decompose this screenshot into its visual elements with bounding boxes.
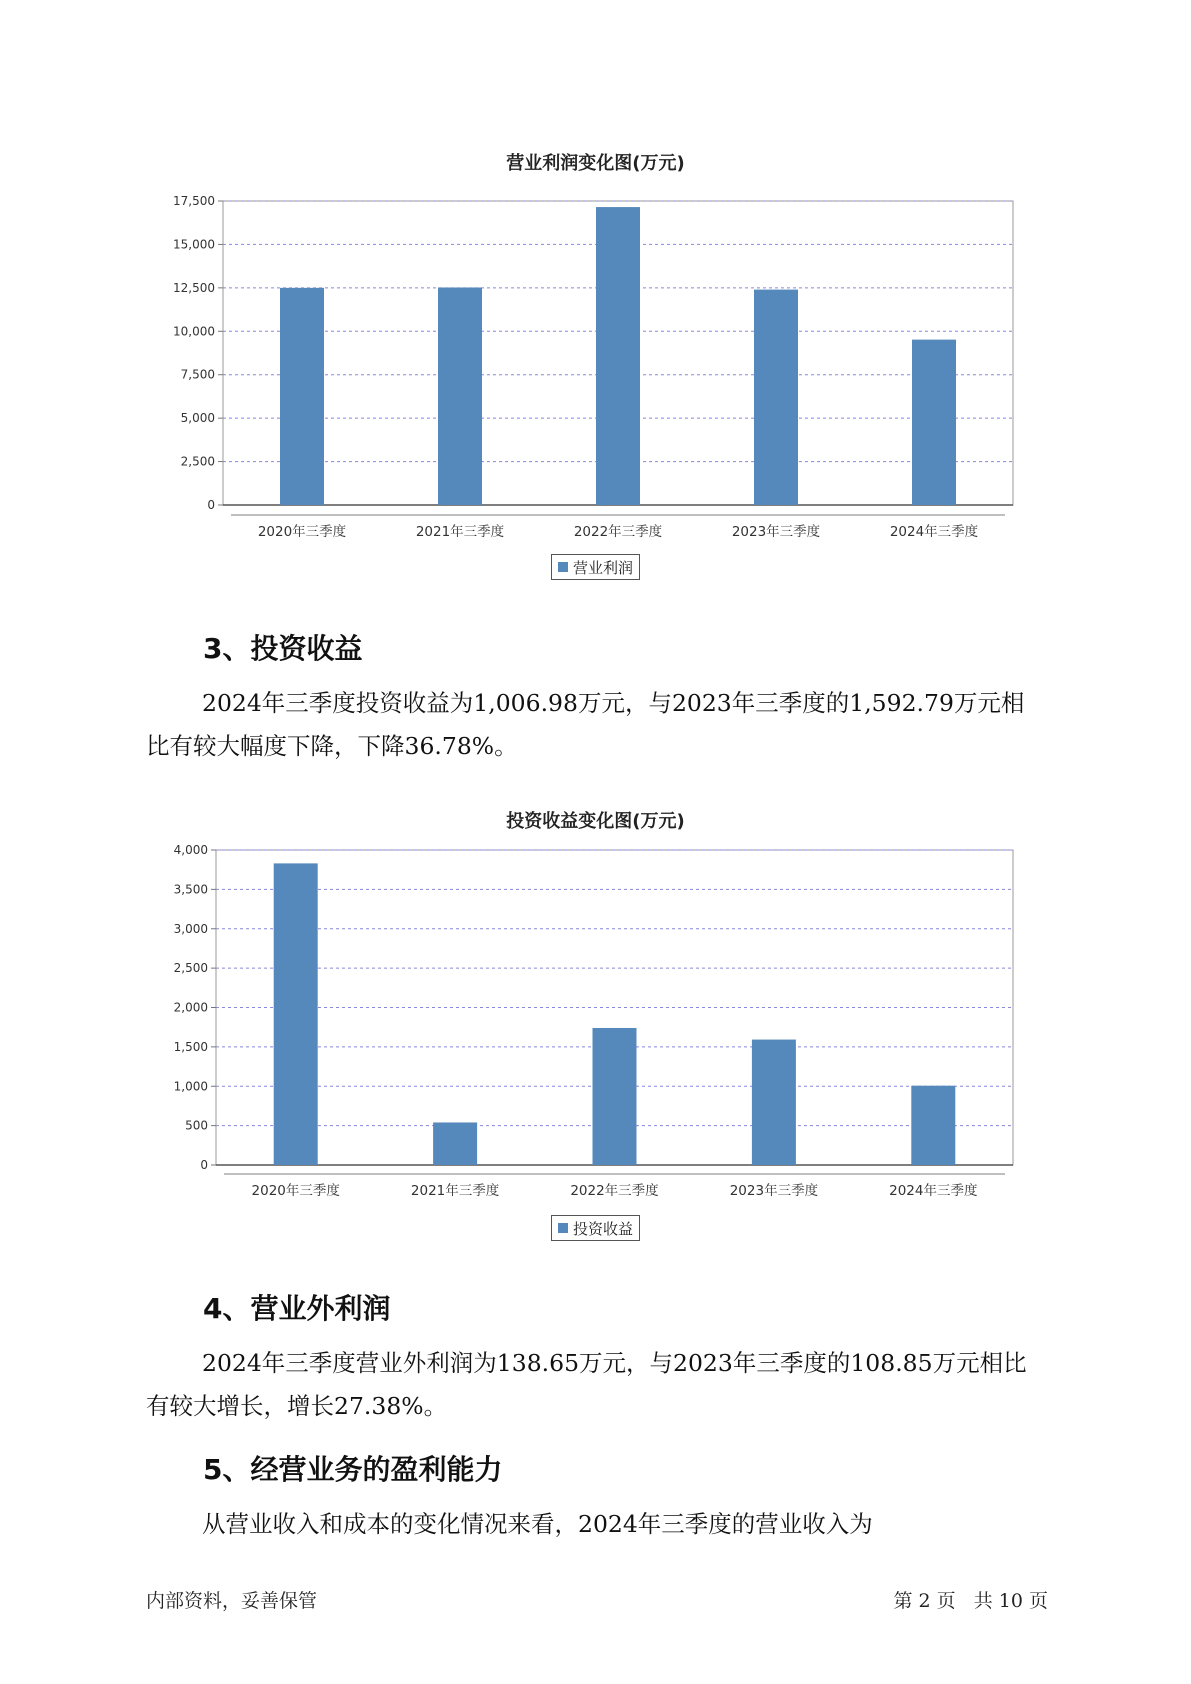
bar	[911, 1086, 955, 1165]
y-tick-label: 7,500	[180, 367, 215, 382]
y-tick-label: 17,500	[173, 194, 215, 208]
bar	[754, 290, 798, 505]
paragraph-non-operating-profit: 2024年三季度营业外利润为138.65万元，与2023年三季度的108.85万元相比有较大增长，增长27.38%。	[146, 1349, 1027, 1420]
x-tick-label: 2020年三季度	[257, 524, 347, 540]
paragraph-investment-income: 2024年三季度投资收益为1,006.98万元，与2023年三季度的1,592.79万元相比有较大幅度下降，下降36.78%。	[146, 689, 1025, 760]
footer-page-number: 第 2 页 共 10 页	[893, 1590, 1048, 1612]
section-heading-non-operating-profit: 4、营业外利润	[203, 1292, 391, 1325]
legend-swatch	[558, 1223, 568, 1233]
bar	[912, 340, 956, 505]
x-tick-label: 2020年三季度	[251, 1183, 340, 1199]
y-tick-label: 5,000	[180, 411, 215, 426]
y-tick-label: 0	[200, 1158, 208, 1172]
x-tick-label: 2021年三季度	[410, 1183, 500, 1199]
x-tick-label: 2024年三季度	[889, 1183, 978, 1199]
x-tick-label: 2021年三季度	[415, 524, 505, 540]
y-tick-label: 2,500	[180, 454, 215, 469]
y-tick-label: 2,500	[173, 961, 208, 976]
profit-chart	[0, 170, 1191, 540]
bar	[752, 1040, 796, 1165]
investment-chart	[0, 829, 1191, 1199]
footer-confidential-note: 内部资料，妥善保管	[146, 1590, 318, 1612]
x-tick-label: 2023年三季度	[731, 524, 821, 540]
bar	[280, 288, 324, 505]
bar	[433, 1122, 477, 1165]
bar	[593, 1028, 637, 1165]
legend-label: 投资收益	[573, 1219, 634, 1238]
bar	[596, 207, 640, 505]
section-heading-profitability: 5、经营业务的盈利能力	[203, 1453, 503, 1486]
y-tick-label: 0	[207, 498, 215, 512]
y-tick-label: 15,000	[173, 237, 215, 252]
profit-chart-legend	[551, 554, 640, 580]
x-tick-label: 2023年三季度	[729, 1183, 819, 1199]
bar	[274, 863, 318, 1165]
y-tick-label: 1,000	[173, 1079, 208, 1094]
section-heading-investment-income: 3、投资收益	[203, 632, 363, 665]
legend-label: 营业利润	[573, 558, 634, 577]
x-tick-label: 2022年三季度	[573, 524, 663, 540]
legend-swatch	[558, 562, 568, 572]
profit-chart-title: 营业利润变化图(万元)	[506, 153, 685, 174]
bar	[438, 288, 482, 505]
y-tick-label: 500	[185, 1118, 208, 1133]
y-tick-label: 12,500	[173, 280, 215, 295]
x-tick-label: 2022年三季度	[570, 1183, 659, 1199]
y-tick-label: 3,500	[173, 882, 208, 897]
x-tick-label: 2024年三季度	[889, 524, 979, 540]
investment-chart-title: 投资收益变化图(万元)	[506, 811, 685, 832]
paragraph-profitability: 从营业收入和成本的变化情况来看，2024年三季度的营业收入为	[202, 1510, 873, 1538]
y-tick-label: 2,000	[173, 1000, 208, 1015]
y-tick-label: 3,000	[173, 921, 208, 936]
y-tick-label: 4,000	[173, 843, 208, 857]
investment-chart-legend	[551, 1215, 640, 1241]
y-tick-label: 1,500	[173, 1039, 208, 1054]
y-tick-label: 10,000	[173, 324, 215, 339]
